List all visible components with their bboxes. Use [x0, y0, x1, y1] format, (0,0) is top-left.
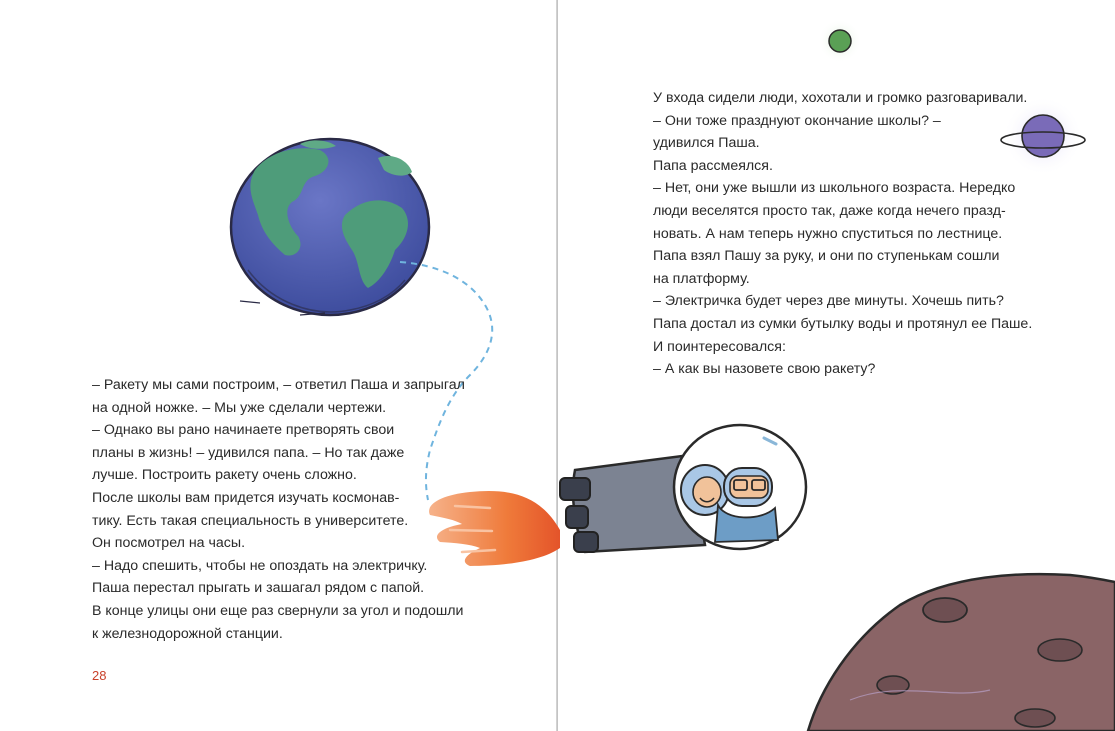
- asteroid: [808, 574, 1115, 731]
- page-number: 28: [92, 668, 107, 683]
- text-line: – Однако вы рано начинаете претворять свои: [92, 422, 395, 439]
- text-line: В конце улицы они еще раз свернули за угол и подошли: [92, 602, 464, 619]
- text-line: – А как вы назовете свою ракету?: [653, 361, 876, 378]
- text-line: удивился Паша.: [653, 135, 760, 152]
- text-line: планы в жизнь! – удивился папа. – Но так даже: [92, 444, 405, 461]
- right-page-text: [653, 87, 1032, 381]
- text-line: Он посмотрел на часы.: [92, 535, 246, 552]
- green-planet: [818, 19, 862, 63]
- text-line: к железнодорожной станции.: [92, 625, 283, 642]
- text-line: Паша перестал прыгать и зашагал рядом с папой.: [92, 580, 425, 597]
- text-line: Папа взял Пашу за руку, и они по ступенькам сошли: [653, 248, 1000, 265]
- text-line: лучше. Построить ракету очень сложно.: [92, 467, 357, 484]
- left-page-text: [92, 374, 465, 645]
- text-line: тику. Есть такая специальность в университете.: [92, 512, 409, 529]
- text-line: на одной ножке. – Мы уже сделали чертежи.: [92, 399, 387, 416]
- text-line: – Нет, они уже вышли из школьного возраста. Нередко: [653, 180, 1016, 197]
- text-line: – Они тоже празднуют окончание школы? –: [653, 112, 941, 129]
- text-line: У входа сидели люди, хохотали и громко разговаривали.: [653, 90, 1028, 106]
- text-line: – Надо спешить, чтобы не опоздать на электричку.: [92, 557, 428, 574]
- text-line: новать. А нам теперь нужно спуститься по лестнице.: [653, 225, 1003, 242]
- text-line: Папа рассмеялся.: [653, 157, 773, 174]
- text-line: люди веселятся просто так, даже когда нечего празд-: [653, 202, 1006, 219]
- earth-illustration: [231, 139, 429, 315]
- text-line: И поинтересовался:: [653, 338, 786, 355]
- text-line: Папа достал из сумки бутылку воды и протянул ее Паше.: [653, 315, 1033, 332]
- text-line: – Электричка будет через две минуты. Хочешь пить?: [653, 293, 1004, 310]
- text-line: на платформу.: [653, 270, 750, 287]
- text-line: – Ракету мы сами построим, – ответил Паша и запрыгал: [92, 377, 465, 393]
- text-line: После школы вам придется изучать космонав-: [92, 489, 400, 506]
